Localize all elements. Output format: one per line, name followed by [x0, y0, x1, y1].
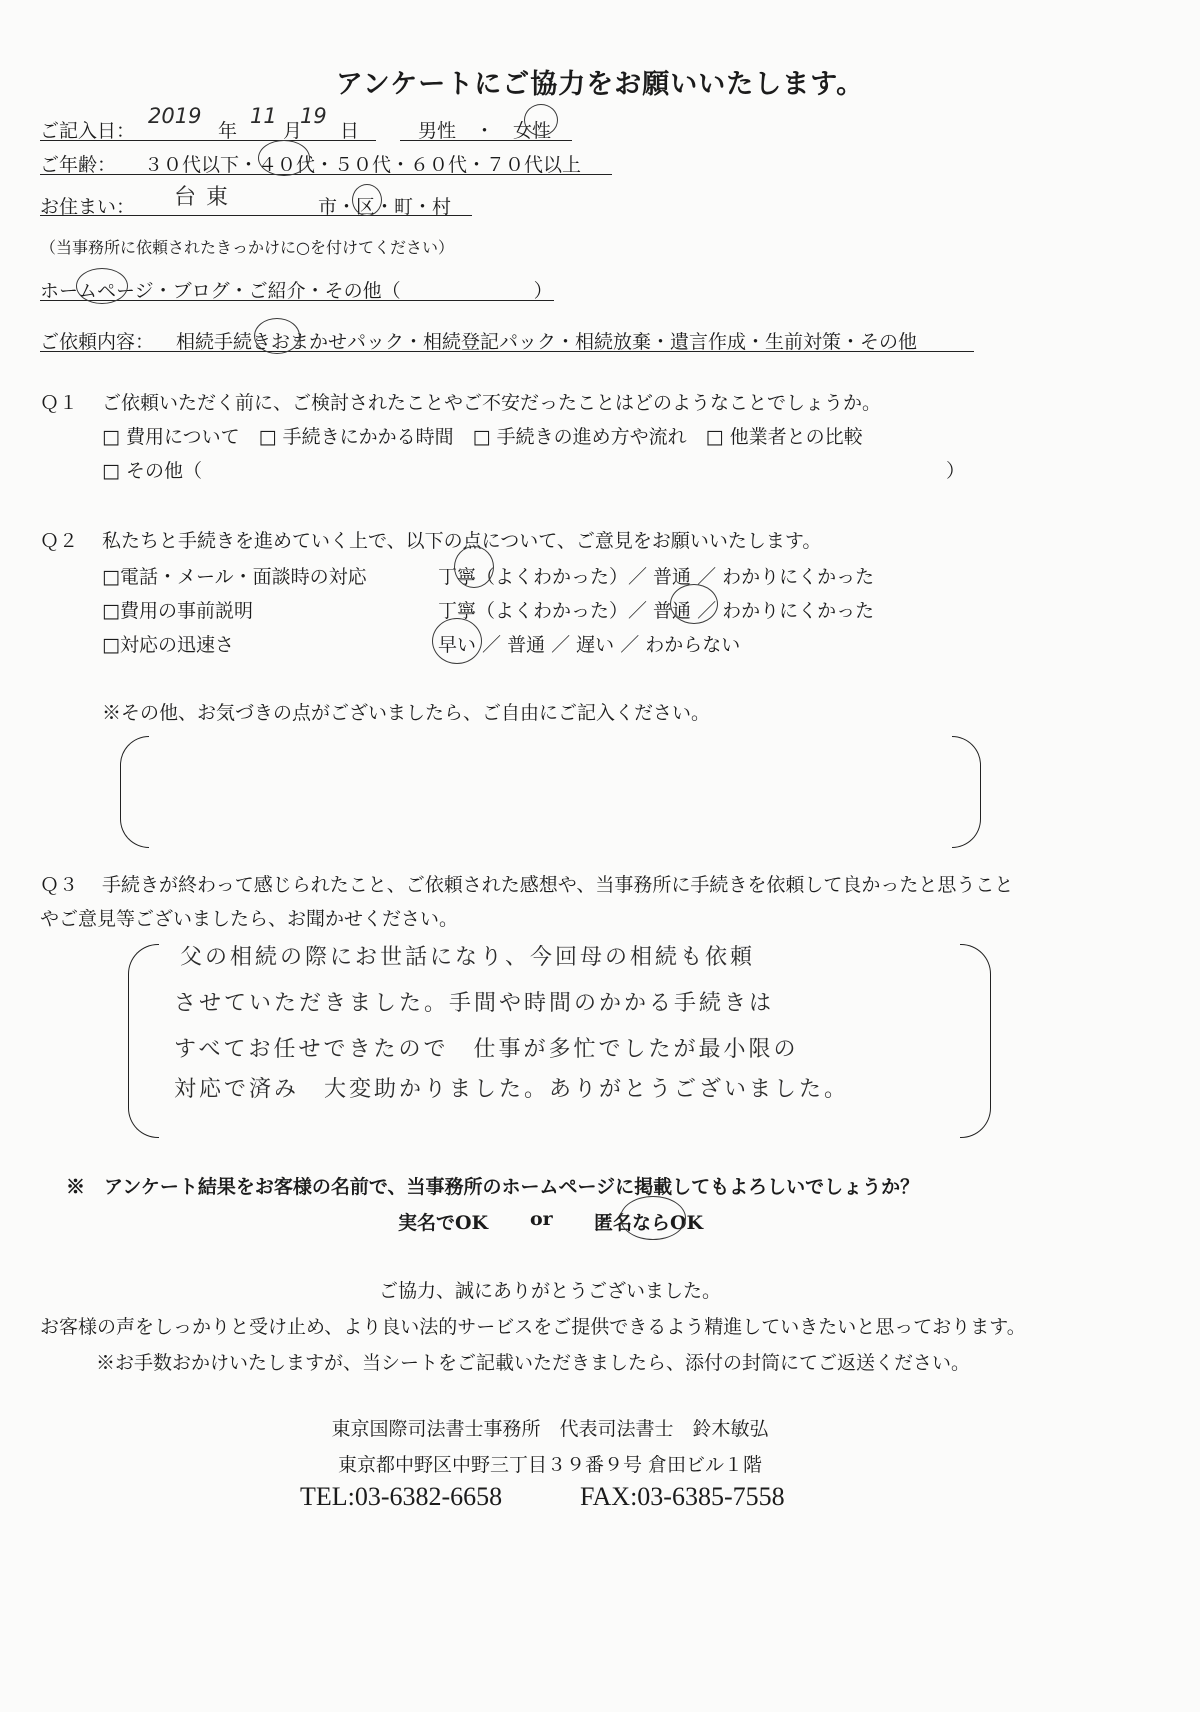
- day-unit: 日: [340, 120, 360, 142]
- q2-item-label: □費用の事前説明: [102, 600, 253, 622]
- q3-answer-line: すべてお任せできたので 仕事が多忙でしたが最小限の: [174, 1037, 799, 1062]
- closing-message: お客様の声をしっかりと受け止め、より良い法的サービスをご提供できるよう精進していきたいと思っております。: [40, 1316, 1026, 1338]
- address-handwritten: 台東: [174, 185, 239, 210]
- office-fax: FAX:03-6385-7558: [580, 1482, 785, 1511]
- office-tel: TEL:03-6382-6658: [300, 1482, 503, 1511]
- day-handwritten: 19: [300, 104, 327, 128]
- office-address: 東京都中野区中野三丁目３９番９号 倉田ビル１階: [337, 1454, 763, 1476]
- address-underline: [40, 215, 472, 216]
- publish-or: or: [530, 1208, 553, 1230]
- homepage-circle-mark: [76, 268, 128, 304]
- q1-question: ご依頼いただく前に、ご検討されたことやご不安だったことはどのようなことでしょうか。: [102, 392, 882, 414]
- q1-other-close: ）: [946, 460, 966, 482]
- age-label: ご年齢：: [40, 154, 117, 176]
- q2-box-right-bracket: [952, 736, 981, 848]
- q2-item-options: 丁寧（よくわかった）／ 普通 ／ わかりにくかった: [438, 600, 875, 622]
- q3-question-line2: やご意見等ございましたら、お聞かせください。: [40, 908, 459, 930]
- month-unit: 月: [283, 120, 303, 142]
- request-circle-mark: [254, 318, 300, 354]
- year-unit: 年: [218, 120, 238, 142]
- age-underline: [40, 174, 612, 175]
- month-handwritten: 11: [250, 104, 277, 128]
- office-name: 東京国際司法書士事務所 代表司法書士 鈴木敏弘: [331, 1418, 769, 1440]
- q3-answer-line: させていただきました。手間や時間のかかる手続きは: [174, 991, 775, 1016]
- request-underline: [40, 351, 974, 352]
- age-options: ３０代以下・４０代・５０代・６０代・７０代以上: [144, 154, 582, 176]
- q3-answer-line: 対応で済み 大変助かりました。ありがとうございました。: [174, 1077, 850, 1102]
- survey-title: アンケートにご協力をお願いいたします。: [335, 69, 865, 100]
- date-underline: [40, 140, 376, 141]
- q3-question-line1: 手続きが終わって感じられたこと、ご依頼された感想や、当事務所に手続きを依頼して良かったと思うこと: [102, 874, 1014, 896]
- q2-number: Ｑ２: [40, 530, 79, 552]
- publish-real-name-option: 実名でOK: [398, 1212, 489, 1234]
- q1-other-open: □ その他（: [102, 460, 202, 482]
- year-handwritten: 2019: [148, 104, 202, 128]
- date-label: ご記入日：: [40, 120, 136, 142]
- female-circle-mark: [524, 104, 558, 136]
- q2-item-label: □対応の迅速さ: [102, 634, 234, 656]
- q2-box-left-bracket: [120, 736, 149, 848]
- return-instruction: ※お手数おかけいたしますが、当シートをご記載いただきましたら、添付の封筒にてご返送ください。: [96, 1352, 971, 1374]
- trigger-options: ホームページ・ブログ・ご紹介・その他（ ）: [40, 280, 553, 302]
- q3-answer-line: 父の相続の際にお世話になり、今回母の相続も依頼: [180, 945, 756, 970]
- q1-number: Ｑ１: [40, 392, 79, 414]
- q3-box-left-bracket: [128, 944, 159, 1138]
- address-label: お住まい：: [40, 196, 136, 218]
- publish-anonymous-option: 匿名ならOK: [594, 1212, 704, 1234]
- gender-underline: [400, 140, 572, 141]
- q2-item-label: □電話・メール・面談時の対応: [102, 566, 367, 588]
- request-options: 相続手続きおまかせパック・相続登記パック・相続放棄・遺言作成・生前対策・その他: [176, 331, 918, 353]
- q3-box-right-bracket: [960, 944, 991, 1138]
- request-label: ご依頼内容：: [40, 331, 155, 353]
- q2-free-note: ※その他、お気づきの点がございましたら、ご自由にご記入ください。: [102, 702, 711, 724]
- age-40s-circle-mark: [258, 140, 310, 176]
- address-options: 市・区・町・村: [318, 196, 452, 218]
- closing-thanks: ご協力、誠にありがとうございました。: [378, 1280, 721, 1302]
- ward-circle-mark: [352, 184, 382, 216]
- anonymous-circle-mark: [620, 1196, 686, 1240]
- gender-options: 男性 ・ 女性: [418, 120, 552, 142]
- publish-question: ※ アンケート結果をお客様の名前で、当事務所のホームページに掲載してもよろしいでしょうか？: [66, 1176, 920, 1198]
- q2-normal-circle-mark: [670, 584, 718, 624]
- q2-item-options: 丁寧（よくわかった）／ 普通 ／ わかりにくかった: [438, 566, 875, 588]
- q2-question: 私たちと手続きを進めていく上で、以下の点について、ご意見をお願いいたします。: [102, 530, 822, 552]
- trigger-note: （当事務所に依頼されたきっかけに○を付けてください）: [40, 238, 454, 257]
- q2-fast-circle-mark: [432, 618, 482, 664]
- q2-item-options: 早い ／ 普通 ／ 遅い ／ わからない: [438, 634, 741, 656]
- q3-number: Ｑ３: [40, 874, 79, 896]
- q2-polite-circle-mark: [454, 546, 494, 588]
- q1-options-row: □ 費用について □ 手続きにかかる時間 □ 手続きの進め方や流れ □ 他業者との比較: [102, 426, 863, 448]
